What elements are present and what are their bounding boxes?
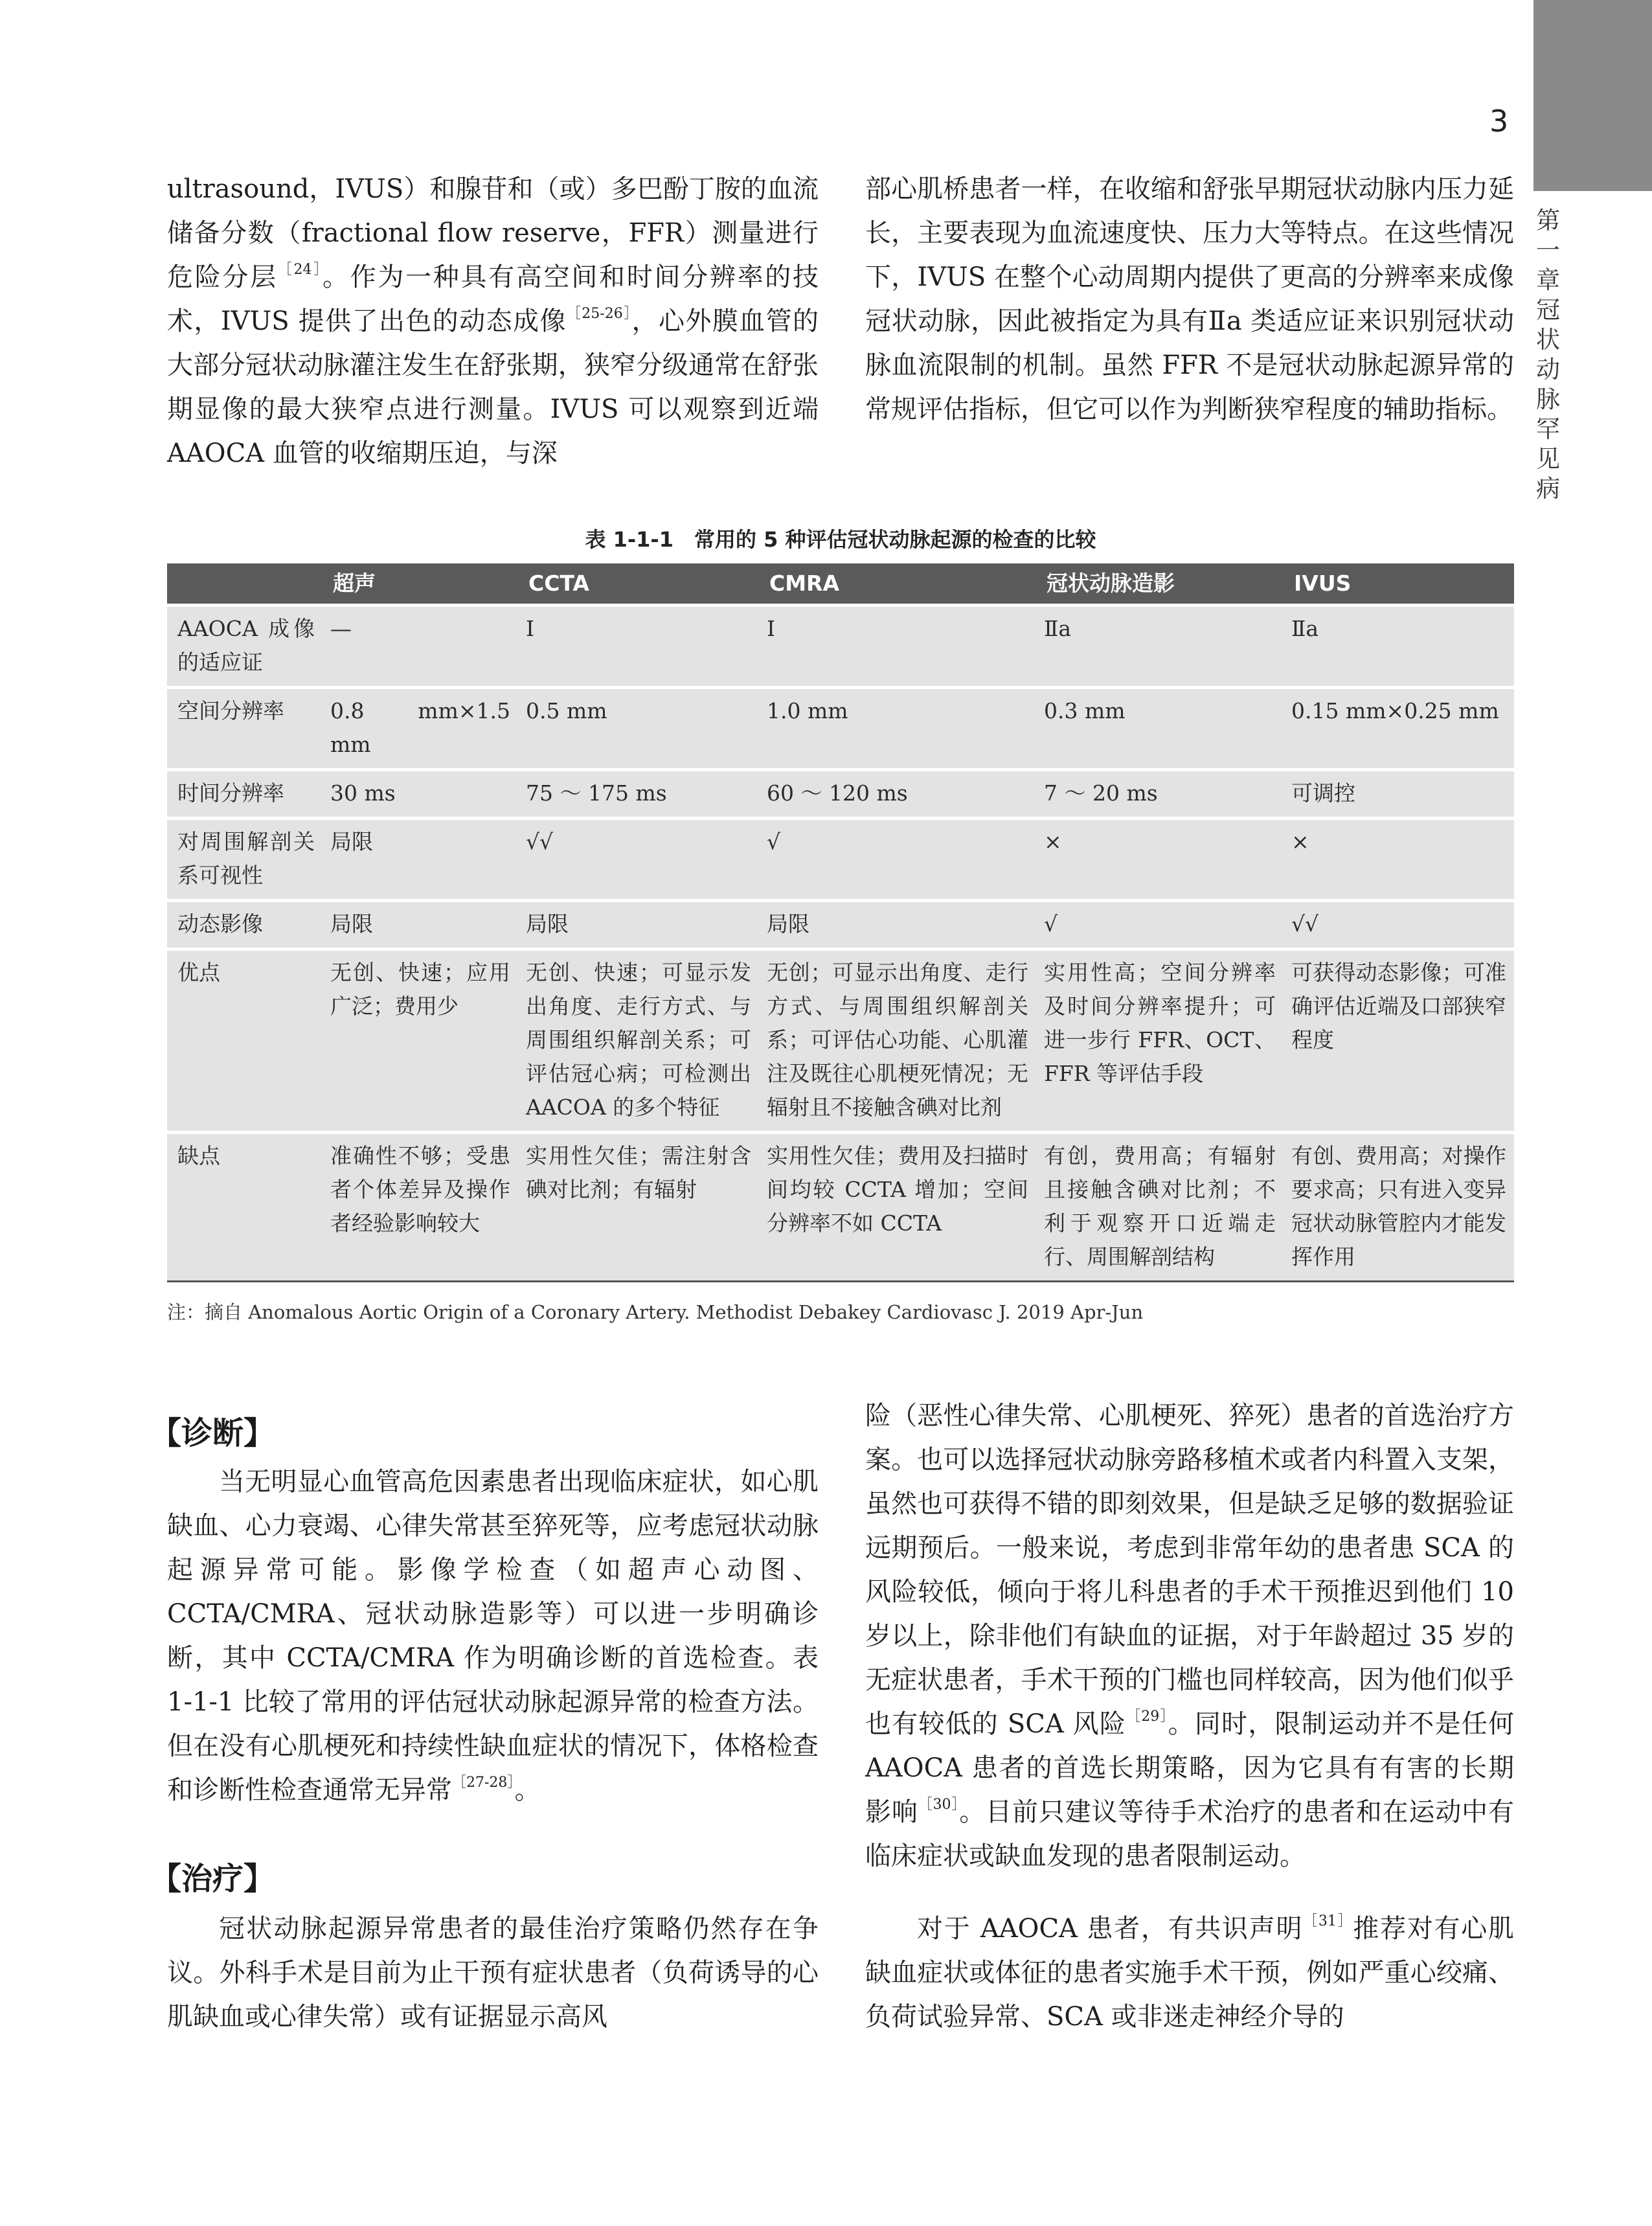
table-cell: 有创、费用高；对操作要求高；只有进入变异冠状动脉管腔内才能发挥作用: [1284, 1133, 1514, 1282]
table-cell: √√: [518, 819, 759, 901]
table-row: [167, 770, 1514, 819]
table-row-label: AAOCA 成像的适应证: [167, 606, 322, 688]
table-cell: Ⅰ: [518, 606, 759, 688]
right-bottom-paragraph-1: 险（恶性心律失常、心肌梗死、猝死）患者的首选治疗方案。也可以选择冠状动脉旁路移植术或者内科置入支架，虽然也可获得不错的即刻效果，但是缺乏足够的数据验证远期预后。一般来说，考虑到非常年幼的患者患 SCA 的风险较低，倾向于将儿科患者的手术干预推迟到他们 10 岁以上，除非他们有缺血的证据，对于年龄超过 35 岁的无症状患者，手术干预的门槛也同样较高，因为他们似乎也有较低的 SCA 风险$^{[29]}$。同时，限制运动并不是任何 AAOCA 患者的首选长期策略，因为它具有有害的长期影响$^{[30]}$。目前只建议等待手术治疗的患者和在运动中有临床症状或缺血发现的患者限制运动。: [865, 1401, 1515, 1871]
right-bottom-paragraph-2: 对于 AAOCA 患者，有共识声明$^{[31]}$推荐对有心肌缺血症状或体征的患者实施手术干预，例如严重心绞痛、负荷试验异常、SCA 或非迷走神经介导的: [865, 1913, 1514, 2032]
table-cell: 无创、快速；应用广泛；费用少: [322, 949, 518, 1133]
table-cell: 实用性欠佳；费用及扫描时间均较 CCTA 增加；空间分辨率不如 CCTA: [759, 1133, 1036, 1282]
chapter-side-tab: [1533, 0, 1652, 191]
table-header-cell: CCTA: [518, 563, 759, 606]
table-cell: 0.8 mm×1.5 mm: [322, 688, 518, 770]
table-cell: Ⅱa: [1036, 606, 1284, 688]
table-cell: Ⅰ: [759, 606, 1036, 688]
table-row: [167, 949, 1514, 1133]
table-cell: 局限: [759, 901, 1036, 949]
table-header-cell: 超声: [322, 563, 518, 606]
chapter-label: 第一章 冠状动脉罕见病: [1536, 207, 1584, 503]
table-cell: 无创、快速；可显示发出角度、走行方式、与周围组织解剖关系；可评估冠心病；可检测出 AACOA 的多个特征: [518, 949, 759, 1133]
table-header-cell: CMRA: [759, 563, 1036, 606]
table-header-cell: [167, 563, 322, 606]
table-row: [167, 901, 1514, 949]
treatment-paragraph: 冠状动脉起源异常患者的最佳治疗策略仍然存在争议。外科手术是目前为止干预有症状患者（负荷诱导的心肌缺血或心律失常）或有证据显示高风: [167, 1914, 819, 2032]
table-cell: 可获得动态影像；可准确评估近端及口部狭窄程度: [1284, 949, 1514, 1133]
table-header-cell: IVUS: [1284, 563, 1514, 606]
table-cell: 实用性欠佳；需注射含碘对比剂；有辐射: [518, 1133, 759, 1282]
top-left-paragraph: ultrasound，IVUS）和腺苷和（或）多巴酚丁胺的血流储备分数（fractional flow reserve，FFR）测量进行危险分层$^{[24]}$。作为一种具有高空间和时间分辨率的技术，IVUS 提供了出色的动态成像$^{[25-26]}$，心外膜血管的大部分冠状动脉灌注发生在舒张期，狭窄分级通常在舒张期显像的最大狭窄点进行测量。IVUS 可以观察到近端 AAOCA 血管的收缩期压迫，与深: [167, 174, 819, 468]
table-cell: 0.3 mm: [1036, 688, 1284, 770]
table-cell: 60 ～ 120 ms: [759, 770, 1036, 819]
table-body: [167, 606, 1514, 1282]
table-row-label: 时间分辨率: [167, 770, 322, 819]
table-cell: 0.15 mm×0.25 mm: [1284, 688, 1514, 770]
table-cell: 7 ～ 20 ms: [1036, 770, 1284, 819]
table-cell: 0.5 mm: [518, 688, 759, 770]
table-cell: 实用性高；空间分辨率及时间分辨率提升；可进一步行 FFR、OCT、FFR 等评估手段: [1036, 949, 1284, 1133]
table-cell: 1.0 mm: [759, 688, 1036, 770]
top-right-paragraph: 部心肌桥患者一样，在收缩和舒张早期冠状动脉内压力延长，主要表现为血流速度快、压力大等特点。在这些情况下，IVUS 在整个心动周期内提供了更高的分辨率来成像冠状动脉，因此被指定为具有Ⅱa 类适应证来识别冠状动脉血流限制的机制。虽然 FFR 不是冠状动脉起源异常的常规评估指标，但它可以作为判断狭窄程度的辅助指标。: [865, 174, 1514, 424]
table-cell: ×: [1036, 819, 1284, 901]
table-note: 注：摘自 Anomalous Aortic Origin of a Coronary Artery. Methodist Debakey Cardiovasc J. 2019 Apr-Jun: [167, 1301, 1144, 1323]
table-header-row: [167, 563, 1514, 606]
table-cell: 75 ～ 175 ms: [518, 770, 759, 819]
table-cell: √: [759, 819, 1036, 901]
table-row: [167, 606, 1514, 688]
table-cell: 准确性不够；受患者个体差异及操作者经验影响较大: [322, 1133, 518, 1282]
table-row-label: 缺点: [167, 1133, 322, 1282]
treatment-heading: 【治疗】: [150, 1861, 275, 1897]
table-row-label: 空间分辨率: [167, 688, 322, 770]
table-cell: 无创；可显示出角度、走行方式、与周围组织解剖关系；可评估心功能、心肌灌注及既往心肌梗死情况；无辐射且不接触含碘对比剂: [759, 949, 1036, 1133]
comparison-table: [167, 563, 1514, 1282]
table-header-cell: 冠状动脉造影: [1036, 563, 1284, 606]
table-row-label: 对周围解剖关系可视性: [167, 819, 322, 901]
table-row-label: 动态影像: [167, 901, 322, 949]
table-row: [167, 1133, 1514, 1282]
table-cell: 局限: [322, 819, 518, 901]
table-row-label: 优点: [167, 949, 322, 1133]
table-cell: √√: [1284, 901, 1514, 949]
table-caption: 表 1-1-1 常用的 5 种评估冠状动脉起源的检查的比较: [585, 527, 1096, 552]
table-cell: √: [1036, 901, 1284, 949]
table-cell: 局限: [322, 901, 518, 949]
table-cell: 有创，费用高；有辐射且接触含碘对比剂；不利于观察开口近端走行、周围解剖结构: [1036, 1133, 1284, 1282]
table-cell: 可调控: [1284, 770, 1514, 819]
table-cell: 30 ms: [322, 770, 518, 819]
table-cell: 局限: [518, 901, 759, 949]
table-cell: ×: [1284, 819, 1514, 901]
table-row: [167, 819, 1514, 901]
table-cell: Ⅱa: [1284, 606, 1514, 688]
table-cell: —: [322, 606, 518, 688]
table-row: [167, 688, 1514, 770]
diagnosis-heading: 【诊断】: [150, 1415, 275, 1451]
page-number: 3: [1489, 104, 1509, 139]
diagnosis-paragraph: 当无明显心血管高危因素患者出现临床症状，如心肌缺血、心力衰竭、心律失常甚至猝死等，应考虑冠状动脉起源异常可能。影像学检查（如超声心动图、CCTA/CMRA、冠状动脉造影等）可以进一步明确诊断，其中 CCTA/CMRA 作为明确诊断的首选检查。表 1-1-1 比较了常用的评估冠状动脉起源异常的检查方法。但在没有心肌梗死和持续性缺血症状的情况下，体格检查和诊断性检查通常无异常$^{[27-28]}$。: [167, 1467, 819, 1805]
